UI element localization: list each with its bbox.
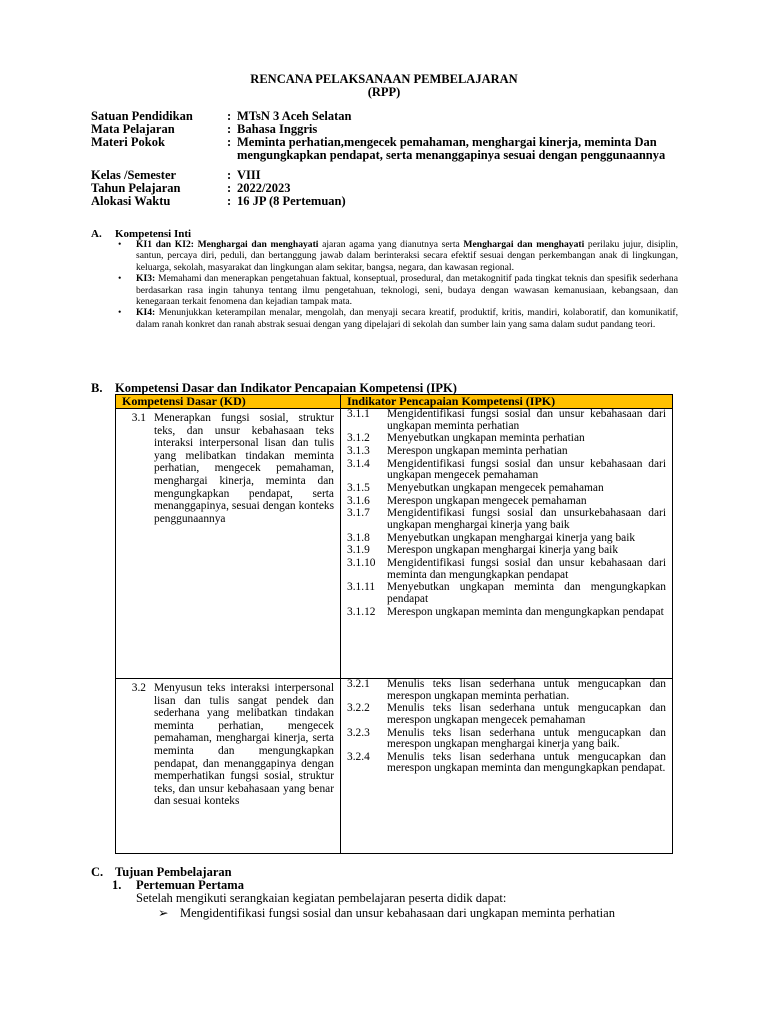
column-header-kd: Kompetensi Dasar (KD) [116, 395, 341, 409]
ki-label: KI4: [136, 307, 156, 319]
ipk-text: Mengidentifikasi fungsi sosial dan unsur kebahasaan dari ungkapan mengecek pemahaman [387, 457, 666, 482]
ipk-number: 3.1.5 [347, 481, 370, 494]
meta-value: 2022/2023 [237, 181, 291, 195]
list-item-ki4 [118, 307, 678, 330]
ipk-text: Menulis teks lisan sederhana untuk mengucapkan dan merespon ungkapan meminta perhatian. [387, 678, 666, 702]
section-letter: B. [91, 381, 103, 395]
list-item [347, 433, 666, 445]
ipk-text: Menyebutkan ungkapan meminta perhatian [387, 432, 585, 445]
meta-label: Mata Pelajaran [91, 122, 175, 136]
list-item [347, 752, 666, 775]
list-item [347, 703, 666, 726]
list-item-ki1 [118, 239, 678, 273]
list-item [347, 496, 666, 508]
meta-label: Alokasi Waktu [91, 194, 171, 208]
ipk-list [341, 679, 672, 775]
meta-row-alokasi [91, 195, 691, 208]
ipk-number: 3.1.2 [347, 432, 370, 445]
column-header-ipk: Indikator Pencapaian Kompetensi (IPK) [341, 395, 673, 409]
ipk-cell [341, 409, 673, 679]
document-title: RENCANA PELAKSANAAN PEMBELAJARAN [250, 72, 518, 86]
kd-cell [116, 679, 341, 854]
ipk-list [341, 409, 672, 618]
ipk-text: Merespon ungkapan mengecek pemahaman [387, 494, 587, 507]
meta-value: VIII [237, 168, 261, 182]
meta-colon: : [227, 168, 232, 182]
ki-label: KI3: [136, 273, 156, 285]
ki-text: Memahami dan menerapkan pengetahuan faktual, konseptual, prosedural, dan metakognitif pada tingkat teknis dan spesifik sederhana berdasarkan rasa ingin tahunya tentang ilmu pengetahuan, teknologi, seni, budaya dengan wawasan kemanusiaan, kebangsaan, dan kenegaraan terkait fenomena dan kejadian tampak mata. [136, 273, 678, 308]
ipk-text: Menulis teks lisan sederhana untuk mengucapkan dan merespon ungkapan menghargai kinerja yang baik. [387, 726, 666, 751]
section-title: Tujuan Pembelajaran [115, 865, 232, 879]
meta-label: Kelas /Semester [91, 168, 177, 182]
list-item [347, 728, 666, 751]
ipk-text: Merespon ungkapan menghargai kinerja yang baik [387, 544, 619, 557]
kd-number: 3.1 [131, 412, 146, 424]
meta-value: MTsN 3 Aceh Selatan [237, 109, 352, 123]
meta-row-satuan [91, 110, 691, 123]
ki-text: ajaran agama yang dianutnya serta [318, 239, 464, 250]
ipk-number: 3.1.6 [347, 494, 370, 507]
section-letter: A. [91, 228, 102, 240]
ipk-cell [341, 679, 673, 854]
ipk-number: 3.2.4 [347, 750, 370, 763]
ipk-number: 3.2.2 [347, 702, 370, 715]
meta-value: Meminta perhatian,mengecek pemahaman, menghargai kinerja, meminta Dan mengungkapkan pendapat, serta menanggapinya sesuai dengan penggunaannya [237, 135, 666, 162]
ki-text: Menunjukkan keterampilan menalar, mengolah, dan menyaji secara kreatif, produktif, kritis, mandiri, kolaboratif, dan komunikatif, dalam ranah konkret dan ranah abstrak sesuai dengan yang dipelajari di sekolah dan sumber lain yang sama dalam sudut pandang teori. [136, 307, 678, 330]
kompetensi-inti-list [118, 239, 678, 330]
arrow-bullet-icon: ➢ [158, 906, 169, 920]
ipk-number: 3.2.1 [347, 678, 370, 690]
ipk-text: Merespon ungkapan meminta perhatian [387, 444, 568, 457]
ipk-number: 3.1.10 [347, 556, 376, 569]
ipk-text: Merespon ungkapan meminta dan mengungkapkan pendapat [387, 605, 664, 618]
list-item [347, 679, 666, 702]
list-item [347, 607, 666, 619]
section-title: Kompetensi Inti [115, 228, 192, 240]
meta-colon: : [227, 122, 232, 136]
meta-colon: : [227, 194, 232, 208]
list-item-ki3 [118, 273, 678, 307]
ki-bold: Menghargai dan menghayati [463, 239, 585, 250]
ipk-text: Menulis teks lisan sederhana untuk mengucapkan dan merespon ungkapan mengecek pemahaman [387, 702, 666, 726]
kd-text: Menerapkan fungsi sosial, struktur teks, dan unsur kebahasaan teks interaksi interpersonal lisan dan tulis yang melibatkan tindakan meminta perhatian, mengecek pemahaman, menghargai kinerja, meminta dan mengungkapkan pendapat, serta menanggapinya, sesuai dengan konteks penggunaannya [154, 412, 334, 525]
ipk-number: 3.1.9 [347, 544, 370, 557]
document-subtitle: (RPP) [367, 85, 401, 99]
meta-value: Bahasa Inggris [237, 122, 318, 136]
ki-text: perilaku jujur, disiplin, santun, percaya diri, peduli, dan bertanggung jawab dalam berinteraksi secara efektif sesuai dengan perkembangan anak di lingkungan, keluarga, sekolah, masyarakat dan lingkungan alam sekitar, bangsa, negara, dan kawasan regional. [136, 239, 678, 273]
kd-number: 3.2 [131, 682, 146, 694]
list-item [347, 582, 666, 605]
ipk-text: Menyebutkan ungkapan menghargai kinerja yang baik [387, 531, 636, 544]
table-row [116, 679, 673, 854]
list-item [347, 459, 666, 482]
objective-item [158, 905, 615, 921]
subsection-title: Pertemuan Pertama [136, 878, 244, 892]
objective-text: Mengidentifikasi fungsi sosial dan unsur kebahasaan dari ungkapan meminta perhatian [180, 906, 615, 920]
kd-ipk-table [115, 394, 673, 854]
table-row [116, 409, 673, 679]
list-item [347, 533, 666, 545]
meta-colon: : [227, 135, 232, 149]
ipk-text: Menulis teks lisan sederhana untuk mengucapkan dan merespon ungkapan meminta dan mengungkapkan pendapat. [387, 750, 666, 775]
ipk-number: 3.1.8 [347, 531, 370, 544]
bullet-icon: • [118, 239, 122, 250]
list-item [347, 409, 666, 432]
meta-colon: : [227, 109, 232, 123]
bullet-icon: • [118, 307, 122, 319]
meta-value: 16 JP (8 Pertemuan) [237, 194, 346, 208]
list-item [347, 558, 666, 581]
ki-label: KI1 dan KI2: [136, 239, 194, 250]
ipk-number: 3.1.7 [347, 507, 370, 520]
ipk-text: Mengidentifikasi fungsi sosial dan unsur kebahasaan dari ungkapan meminta perhatian [387, 408, 666, 432]
meta-row-tahun [91, 182, 691, 195]
list-item [347, 508, 666, 531]
ki-bold: Menghargai dan menghayati [197, 239, 319, 250]
meta-row-materi [91, 136, 691, 162]
meta-label: Tahun Pelajaran [91, 181, 181, 195]
ipk-number: 3.1.1 [347, 408, 370, 420]
ipk-text: Menyebutkan ungkapan meminta dan mengungkapkan pendapat [387, 581, 666, 605]
ipk-number: 3.1.12 [347, 605, 376, 618]
meta-label: Satuan Pendidikan [91, 109, 193, 123]
list-item [347, 545, 666, 557]
ipk-number: 3.1.3 [347, 444, 370, 457]
ipk-text: Menyebutkan ungkapan mengecek pemahaman [387, 481, 604, 494]
meta-row-kelas [91, 169, 691, 182]
section-letter: C. [91, 865, 104, 879]
ipk-number: 3.1.11 [347, 581, 376, 594]
identity-block [91, 110, 691, 208]
kd-cell [116, 409, 341, 679]
section-title: Kompetensi Dasar dan Indikator Pencapaian Kompetensi (IPK) [115, 381, 457, 395]
bullet-icon: • [118, 273, 122, 285]
objective-intro: Setelah mengikuti serangkaian kegiatan pembelajaran peserta didik dapat: [136, 891, 507, 905]
ipk-text: Mengidentifikasi fungsi sosial dan unsur kebahasaan dari meminta dan mengungkapkan pendapat [387, 556, 666, 581]
ipk-number: 3.2.3 [347, 726, 370, 739]
list-item [347, 483, 666, 495]
meta-colon: : [227, 181, 232, 195]
subsection-number: 1. [112, 878, 122, 892]
meta-label: Materi Pokok [91, 135, 165, 149]
ipk-text: Mengidentifikasi fungsi sosial dan unsurkebahasaan dari ungkapan menghargai kinerja yang baik [387, 507, 666, 531]
kd-text: Menyusun teks interaksi interpersonal lisan dan tulis sangat pendek dan sederhana yang melibatkan tindakan meminta perhatian, mengecek pemahaman, menghargai kinerja, serta meminta dan mengungkapkan pendapat, dan menanggapinya dengan memperhatikan fungsi sosial, struktur teks, dan unsur kebahasaan yang benar dan sesuai konteks [154, 682, 334, 808]
list-item [347, 446, 666, 458]
ipk-number: 3.1.4 [347, 457, 370, 470]
